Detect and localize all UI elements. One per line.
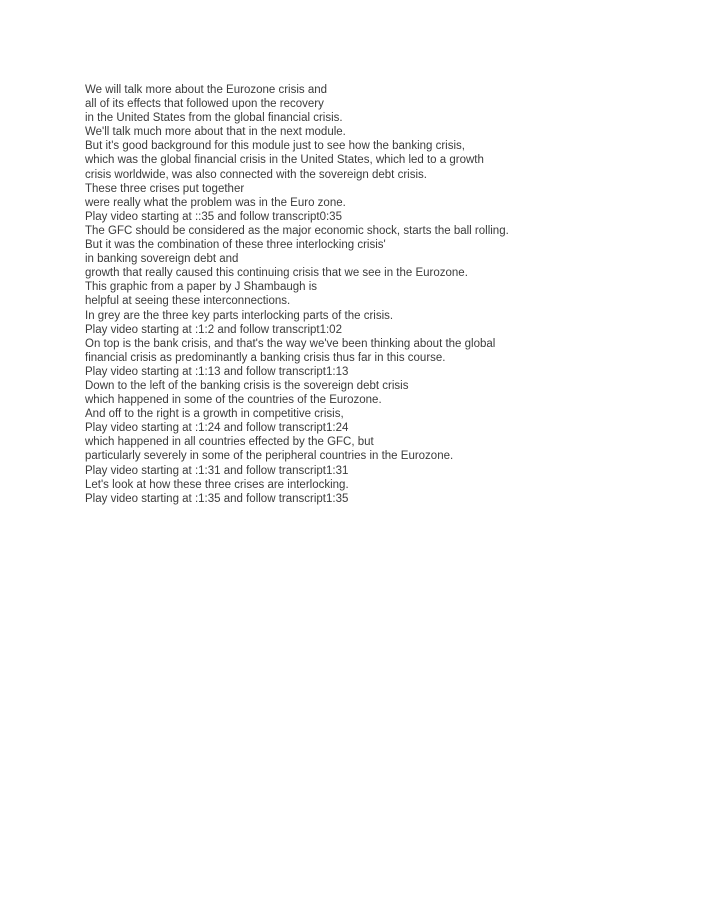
- play-video-timestamp-line: Play video starting at :1:24 and follow transcript1:24: [85, 422, 349, 435]
- transcript-line: which was the global financial crisis in the United States, which led to a growth: [85, 154, 484, 167]
- play-video-timestamp-line: Play video starting at :1:13 and follow transcript1:13: [85, 365, 349, 378]
- transcript-line: The GFC should be considered as the major economic shock, starts the ball rolling.: [85, 224, 509, 237]
- transcript-line: And off to the right is a growth in competitive crisis,: [85, 408, 344, 421]
- transcript-line: We'll talk much more about that in the next module.: [85, 126, 346, 139]
- transcript-line: which happened in all countries effected by the GFC, but: [85, 436, 374, 449]
- play-video-timestamp-line: Play video starting at :1:35 and follow transcript1:35: [85, 492, 349, 505]
- transcript-line: We will talk more about the Eurozone crisis and: [85, 84, 328, 96]
- transcript-line: in banking sovereign debt and: [85, 253, 239, 266]
- transcript-line: all of its effects that followed upon the recovery: [85, 98, 324, 111]
- transcript-line: crisis worldwide, was also connected with the sovereign debt crisis.: [85, 168, 427, 181]
- transcript-line: Down to the left of the banking crisis is the sovereign debt crisis: [85, 379, 409, 392]
- transcript-line: particularly severely in some of the peripheral countries in the Eurozone.: [85, 450, 454, 463]
- transcript-line: in the United States from the global financial crisis.: [85, 112, 343, 125]
- play-video-timestamp-line: Play video starting at ::35 and follow transcript0:35: [85, 210, 342, 223]
- play-video-timestamp-line: Play video starting at :1:2 and follow transcript1:02: [85, 323, 342, 336]
- transcript-line: In grey are the three key parts interlocking parts of the crisis.: [85, 309, 394, 322]
- transcript-line: These three crises put together: [85, 182, 245, 195]
- transcript-line: helpful at seeing these interconnections.: [85, 295, 291, 308]
- transcript-text-block: [85, 83, 685, 506]
- transcript-line: financial crisis as predominantly a banking crisis thus far in this course.: [85, 351, 446, 364]
- transcript-line: On top is the bank crisis, and that's the way we've been thinking about the global: [85, 337, 496, 350]
- transcript-line: Let's look at how these three crises are interlocking.: [85, 478, 349, 491]
- transcript-line: were really what the problem was in the Euro zone.: [85, 196, 346, 209]
- transcript-line: This graphic from a paper by J Shambaugh is: [85, 281, 318, 294]
- play-video-timestamp-line: Play video starting at :1:31 and follow transcript1:31: [85, 464, 349, 477]
- transcript-line: But it's good background for this module just to see how the banking crisis,: [85, 140, 465, 153]
- transcript-line: which happened in some of the countries of the Eurozone.: [85, 394, 382, 407]
- transcript-line: growth that really caused this continuing crisis that we see in the Eurozone.: [85, 267, 468, 280]
- transcript-line: But it was the combination of these three interlocking crisis': [85, 239, 386, 252]
